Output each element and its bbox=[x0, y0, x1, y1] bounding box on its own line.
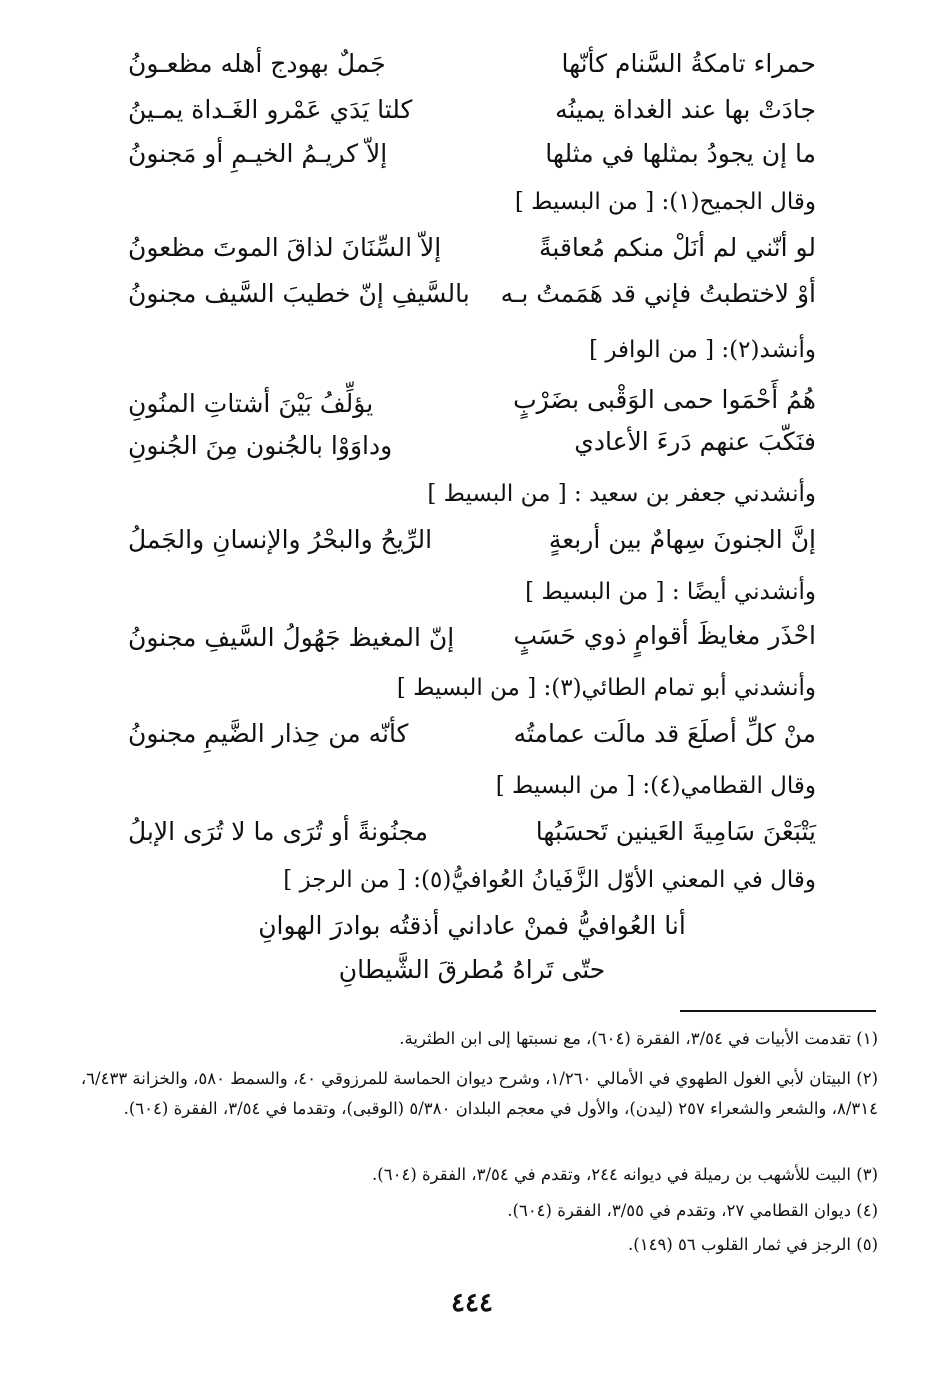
poem-intro: وأنشدني أيضًا : [ من البسيط ] bbox=[525, 579, 816, 605]
verse-hemistich-left: إنّ المغيظ جَهُولُ السَّيفِ مجنونُ bbox=[128, 623, 455, 652]
footnote-separator bbox=[680, 1010, 876, 1012]
verse-hemistich-left: بالسَّيفِ إنّ خطيبَ السَّيف مجنونُ bbox=[128, 279, 470, 308]
verse-hemistich-left: إلاّ السِّنَانَ لذاقَ الموتَ مظعونُ bbox=[128, 233, 442, 262]
poem-intro: وقال الجميح(١): [ من البسيط ] bbox=[514, 189, 816, 215]
verse-hemistich-right: منْ كلِّ أصلَعَ قد مالَت عمامتُه bbox=[513, 719, 816, 748]
footnote: (٥) الرجز في ثمار القلوب ٥٦ (١٤٩). bbox=[628, 1235, 878, 1254]
poem-intro: وقال في المعني الأوّل الزَّفَيانُ العُوافيُّ(٥): [ من الرجز ] bbox=[283, 867, 816, 893]
verse-hemistich-right: لو أنّني لم أنَلْ منكم مُعاقبةً bbox=[539, 233, 816, 262]
poem-intro: وأنشدني جعفر بن سعيد : [ من البسيط ] bbox=[427, 481, 816, 507]
verse-hemistich-right: إنَّ الجنونَ سِهامٌ بين أربعةٍ bbox=[548, 525, 816, 554]
verse-hemistich-right: جادَتْ بها عند الغداة يمينُه bbox=[555, 95, 816, 124]
verse-hemistich-right: حمراء تامكةُ السَّنام كأنّها bbox=[561, 49, 816, 78]
rajaz-line: حتّى تَراهُ مُطرقَ الشَّيطانِ bbox=[338, 955, 606, 984]
verse-hemistich-left: وداوَوْا بالجُنون مِنَ الجُنونِ bbox=[128, 431, 393, 460]
verse-hemistich-left: كلتا يَدَي عَمْرو الغَـداة يمـينُ bbox=[128, 95, 413, 124]
poem-intro: وأنشدني أبو تمام الطائي(٣): [ من البسيط ] bbox=[396, 675, 816, 701]
verse-hemistich-left: إلاّ كريـمُ الخيـمِ أو مَجنونُ bbox=[128, 139, 388, 168]
verse-hemistich-left: مجنُونةً أو تُرَى ما لا تُرَى الإبلُ bbox=[128, 817, 429, 846]
verse-hemistich-right: أوْ لاختطبتُ فإني قد هَمَمتُ بـه bbox=[500, 279, 816, 308]
footnote: (٢) البيتان لأبي الغول الطهوي في الأمالي ١/٢٦٠، وشرح ديوان الحماسة للمرزوقي ٤٠، والسمط ٥٨٠، والخزانة ٦/٤٣٣، ٨/٣١٤، والشعر والشعراء ٢٥٧ (ليدن)، والأول في معجم البلدان ٥/٣٨٠ (الوقبى)، وتقدما في ٣/٥٤، الفقرة (٦٠٤). bbox=[80, 1069, 878, 1118]
footnote: (١) تقدمت الأبيات في ٣/٥٤، الفقرة (٦٠٤)، مع نسبتها إلى ابن الطثرية. bbox=[399, 1029, 878, 1048]
verse-hemistich-left: كأنّه من حِذار الضَّيمِ مجنونُ bbox=[128, 719, 409, 748]
footnote: (٤) ديوان القطامي ٢٧، وتقدم في ٣/٥٥، الفقرة (٦٠٤). bbox=[507, 1201, 878, 1220]
verse-hemistich-right: ما إن يجودُ بمثلها في مثلها bbox=[545, 139, 816, 168]
verse-hemistich-left: الرِّيحُ والبحْرُ والإنسانِ والجَملُ bbox=[128, 525, 433, 554]
verse-hemistich-left: يؤلِّفُ بَيْنَ أشتاتِ المنُونِ bbox=[128, 389, 374, 418]
verse-hemistich-left: جَملٌ بهودج أهله مظعـونُ bbox=[128, 49, 386, 78]
verse-hemistich-right: هُمُ أَحْمَوا حمى الوَقْبى بضَرْبٍ bbox=[513, 385, 816, 414]
poem-intro: وأنشد(٢): [ من الوافر ] bbox=[589, 337, 816, 363]
verse-hemistich-right: احْذَر مغايظَ أقوامٍ ذوي حَسَبٍ bbox=[513, 621, 816, 650]
verse-hemistich-right: يَتْبَعْنَ سَامِيةَ العَينين تَحسَبُها bbox=[535, 817, 816, 846]
rajaz-line: أنا العُوافيُّ فمنْ عاداني أذقتُه بوادرَ الهوانِ bbox=[258, 911, 686, 940]
verse-hemistich-right: فنَكّبَ عنهم دَرءَ الأعادي bbox=[574, 427, 816, 456]
page-number: ٤٤٤ bbox=[451, 1288, 493, 1318]
poem-intro: وقال القطامي(٤): [ من البسيط ] bbox=[495, 773, 816, 799]
footnote: (٣) البيت للأشهب بن رميلة في ديوانه ٢٤٤، وتقدم في ٣/٥٤، الفقرة (٦٠٤). bbox=[372, 1165, 878, 1184]
